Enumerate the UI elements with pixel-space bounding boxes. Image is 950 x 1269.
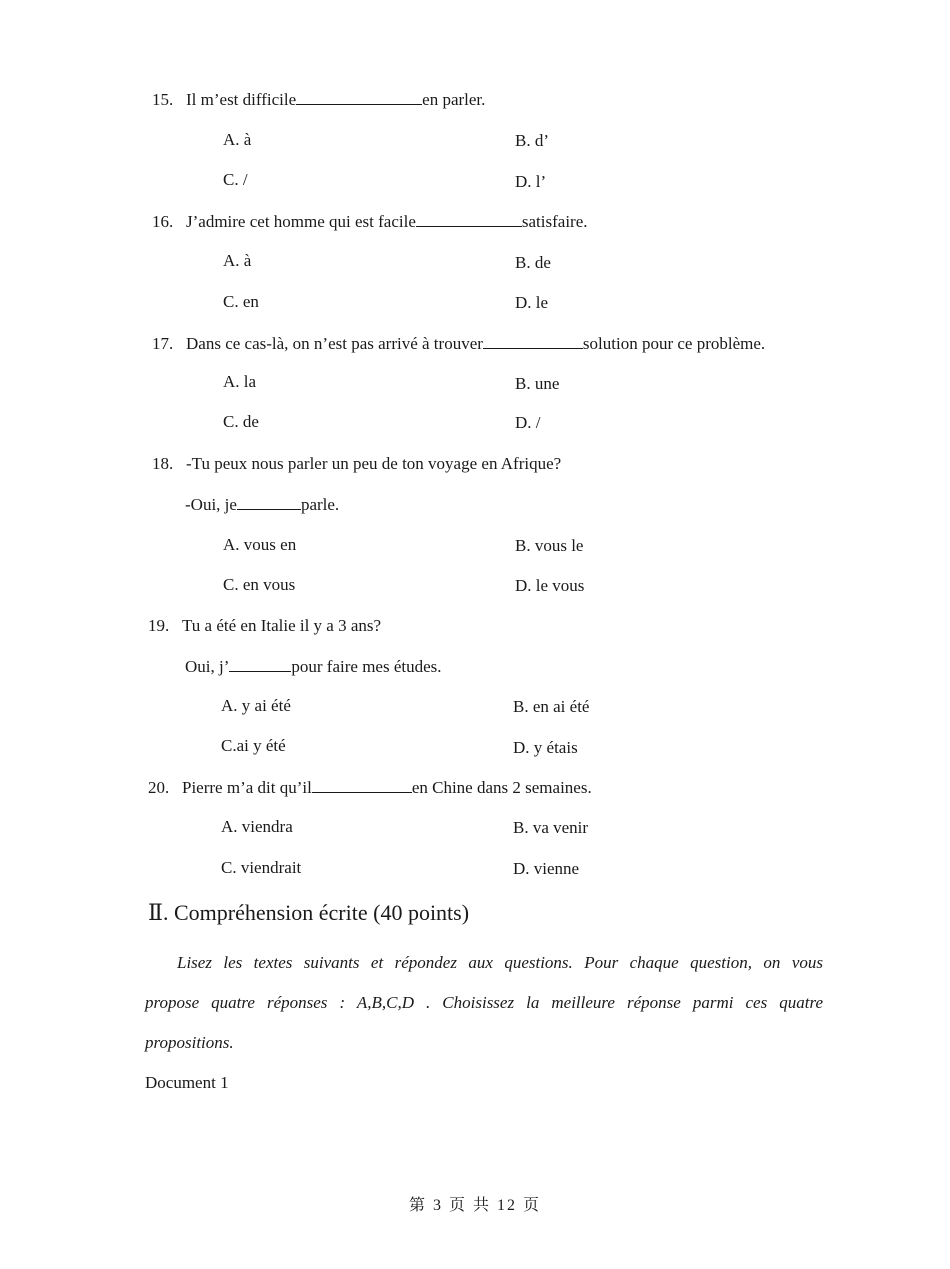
option-b: B. vous le <box>515 536 584 555</box>
reply-text-after: parle. <box>300 495 340 514</box>
option-d: D. le vous <box>515 576 585 595</box>
reply-text-before: Oui, j’ <box>185 657 230 676</box>
option-a: A. viendra <box>221 817 293 836</box>
document-label: Document 1 <box>145 1073 229 1092</box>
option-d: D. l’ <box>515 172 547 191</box>
instructions-line-1: Lisez les textes suivants et répondez aux questions. Pour chaque question, on vous <box>177 953 823 972</box>
option-c: C.ai y été <box>221 736 286 755</box>
option-d: D. / <box>515 413 541 432</box>
question-number: 18. <box>152 454 174 473</box>
question-16 <box>152 211 588 232</box>
question-text-before: -Tu peux nous parler un peu de ton voyage en Afrique? <box>186 454 562 473</box>
option-d: D. vienne <box>513 859 580 878</box>
option-b: B. une <box>515 374 560 393</box>
question-17 <box>152 333 765 354</box>
instructions-line-3: propositions. <box>145 1033 234 1052</box>
option-a: A. y ai été <box>221 696 291 715</box>
answer-blank <box>416 211 522 227</box>
question-18 <box>152 454 561 474</box>
answer-blank <box>312 777 412 793</box>
question-number: 19. <box>148 616 170 635</box>
question-19-reply <box>185 656 442 677</box>
answer-blank <box>296 89 422 105</box>
question-text-before: Il m’est difficile <box>186 90 297 109</box>
question-text-after: solution pour ce problème. <box>582 334 766 353</box>
question-text-before: Pierre m’a dit qu’il <box>182 778 312 797</box>
question-number: 16. <box>152 212 174 231</box>
option-d: D. le <box>515 293 549 312</box>
option-c: C. en vous <box>223 575 296 594</box>
question-15 <box>152 89 485 110</box>
question-text-before: Tu a été en Italie il y a 3 ans? <box>182 616 382 635</box>
option-b: B. de <box>515 253 551 272</box>
section-title: Ⅱ. Compréhension écrite (40 points) <box>148 900 470 925</box>
option-b: B. va venir <box>513 818 589 837</box>
option-a: A. à <box>223 251 252 270</box>
option-a: A. la <box>223 372 257 391</box>
option-c: C. de <box>223 412 259 431</box>
option-c: C. viendrait <box>221 858 302 877</box>
reply-text-before: -Oui, je <box>185 495 237 514</box>
question-number: 17. <box>152 334 174 353</box>
question-text-before: J’admire cet homme qui est facile <box>186 212 416 231</box>
question-text-before: Dans ce cas-là, on n’est pas arrivé à trouver <box>186 334 483 353</box>
page-number: 第 3 页 共 12 页 <box>408 1197 541 1214</box>
question-number: 20. <box>148 778 170 797</box>
question-20 <box>148 777 592 798</box>
answer-blank <box>229 656 291 672</box>
question-18-reply <box>185 494 339 515</box>
reply-text-after: pour faire mes études. <box>291 657 442 676</box>
question-19 <box>148 616 381 636</box>
question-text-after: en Chine dans 2 semaines. <box>411 778 592 797</box>
option-b: B. en ai été <box>513 697 590 716</box>
option-a: A. vous en <box>223 535 297 554</box>
option-c: C. en <box>223 292 259 311</box>
option-b: B. d’ <box>515 131 549 150</box>
question-number: 15. <box>152 90 174 109</box>
option-d: D. y étais <box>513 738 578 757</box>
question-text-after: satisfaire. <box>521 212 588 231</box>
question-text-after: en parler. <box>422 90 486 109</box>
option-c: C. / <box>223 170 248 189</box>
answer-blank <box>237 494 301 510</box>
answer-blank <box>483 333 583 349</box>
option-a: A. à <box>223 130 252 149</box>
instructions-line-2: propose quatre réponses : A,B,C,D . Choisissez la meilleure réponse parmi ces quatre <box>145 993 823 1012</box>
